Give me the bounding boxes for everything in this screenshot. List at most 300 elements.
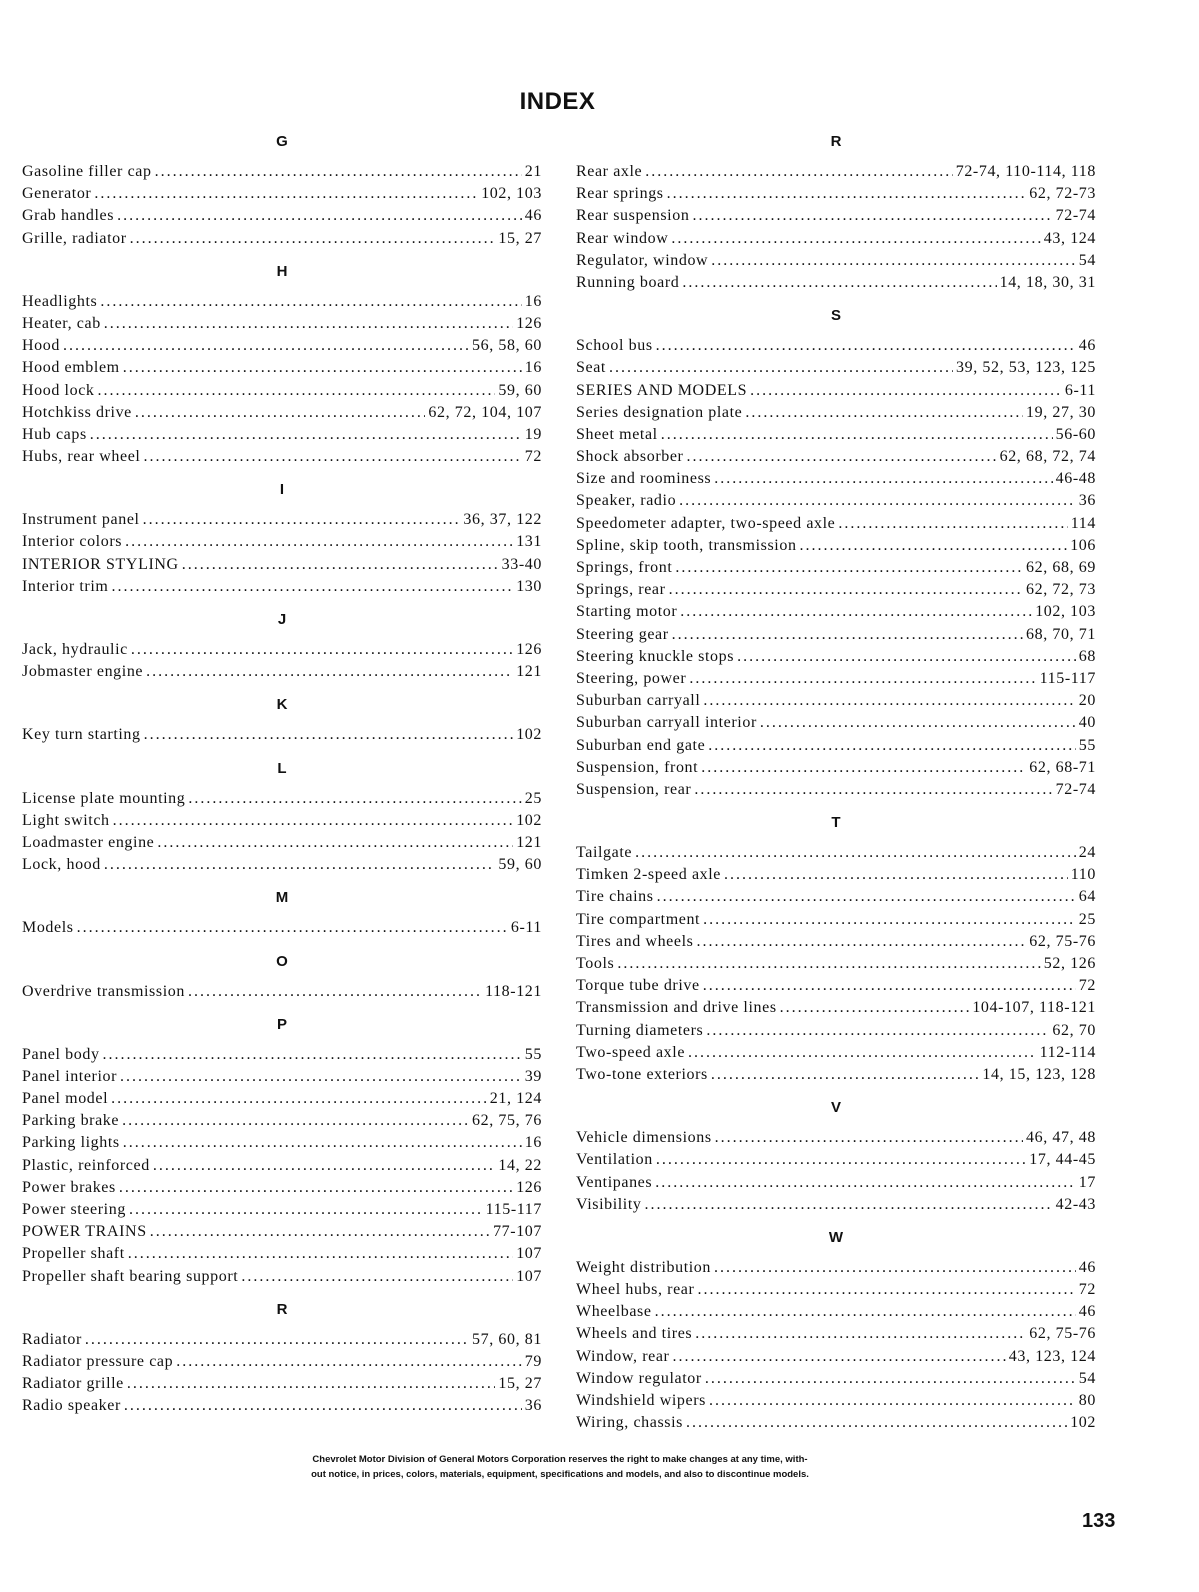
index-term: Torque tube drive — [576, 977, 700, 995]
index-pages: 39 — [524, 1067, 542, 1085]
dot-leader — [724, 864, 1068, 886]
index-pages: 46-48 — [1055, 470, 1096, 488]
index-pages: 19, 27, 30 — [1026, 403, 1096, 421]
index-pages: 126 — [516, 314, 542, 332]
dot-leader — [128, 1243, 513, 1265]
index-entry — [22, 832, 542, 854]
index-term: Panel model — [22, 1090, 109, 1108]
dot-leader — [672, 624, 1023, 646]
dot-leader — [711, 1064, 980, 1086]
index-pages: 115-117 — [485, 1201, 542, 1218]
dot-leader — [667, 183, 1027, 205]
dot-leader — [123, 357, 522, 379]
index-entry — [576, 909, 1096, 931]
index-term: Series designation plate — [576, 403, 743, 421]
index-pages: 19 — [524, 425, 542, 443]
index-term: Jack, hydraulic — [22, 641, 128, 658]
index-term: Power steering — [22, 1201, 126, 1218]
dot-leader — [760, 712, 1076, 734]
index-pages: 54 — [1078, 1369, 1096, 1387]
index-term: Propeller shaft — [22, 1245, 125, 1263]
dot-leader — [645, 161, 952, 183]
index-entry — [576, 228, 1096, 250]
index-entry — [22, 424, 542, 446]
index-pages: 36 — [1078, 492, 1096, 510]
dot-leader — [143, 509, 461, 531]
index-pages: 72-74 — [1055, 780, 1096, 798]
index-entry — [576, 1149, 1096, 1171]
index-pages: 62, 75, 76 — [472, 1112, 542, 1130]
index-term: Turning diameters — [576, 1021, 704, 1039]
index-entry — [22, 1373, 542, 1395]
dot-leader — [715, 1127, 1023, 1149]
index-entry — [576, 335, 1096, 357]
index-term: Loadmaster engine — [22, 833, 155, 851]
index-pages: 68 — [1078, 647, 1096, 665]
section-letter: H — [276, 262, 288, 280]
page-title: INDEX — [519, 88, 596, 115]
index-entry — [22, 1110, 542, 1132]
dot-leader — [123, 1132, 522, 1154]
index-entry — [576, 380, 1096, 402]
dot-leader — [127, 1373, 496, 1395]
dot-leader — [241, 1266, 513, 1288]
dot-leader — [661, 424, 1053, 446]
index-pages: 39, 52, 53, 123, 125 — [956, 359, 1096, 377]
index-entry — [576, 205, 1096, 227]
dot-leader — [188, 981, 482, 1003]
index-term: Weight distribution — [576, 1258, 711, 1276]
index-entry — [576, 1390, 1096, 1412]
index-pages: 16 — [524, 1134, 542, 1152]
index-pages: 14, 22 — [498, 1156, 542, 1174]
index-term: Rear springs — [576, 185, 664, 203]
index-entry — [22, 810, 542, 832]
index-pages: 54 — [1078, 251, 1096, 269]
dot-leader — [680, 601, 1032, 623]
section-letter: S — [830, 307, 841, 325]
dot-leader — [671, 228, 1040, 250]
index-term: License plate mounting — [22, 789, 186, 807]
index-term: Grab handles — [22, 207, 115, 225]
dot-leader — [103, 1044, 522, 1066]
dot-leader — [77, 917, 508, 939]
index-entry — [576, 953, 1096, 975]
index-term: Gasoline filler cap — [22, 163, 152, 180]
dot-leader — [146, 661, 513, 683]
section-letter: M — [275, 889, 289, 907]
index-entry — [576, 1346, 1096, 1368]
section-letter: R — [830, 133, 842, 150]
index-pages: 79 — [524, 1352, 542, 1370]
index-term: Visibility — [576, 1195, 642, 1213]
dot-leader — [703, 975, 1076, 997]
dot-leader — [656, 1149, 1026, 1171]
index-entry — [576, 1042, 1096, 1064]
index-entry — [576, 1323, 1096, 1345]
index-entry — [576, 712, 1096, 734]
index-pages: 36, 37, 122 — [463, 511, 542, 529]
section-letter: O — [276, 952, 288, 970]
index-column-right — [576, 128, 1096, 1434]
index-entry — [22, 1243, 542, 1265]
index-entry — [576, 1064, 1096, 1086]
index-entry — [576, 1194, 1096, 1216]
index-term: Wheel hubs, rear — [576, 1281, 695, 1299]
dot-leader — [655, 1301, 1076, 1323]
section-letter: V — [830, 1099, 841, 1117]
index-term: Radiator pressure cap — [22, 1352, 174, 1370]
dot-leader — [737, 646, 1076, 668]
index-entry — [576, 424, 1096, 446]
index-pages: 62, 75-76 — [1029, 932, 1096, 950]
index-term: Grille, radiator — [22, 229, 127, 247]
index-pages: 40 — [1078, 714, 1096, 732]
section-letter: R — [276, 1300, 288, 1318]
dot-leader — [150, 1221, 490, 1243]
dot-leader — [711, 250, 1076, 272]
index-pages: 46 — [1078, 1303, 1096, 1321]
index-pages: 68, 70, 71 — [1026, 625, 1096, 643]
index-term: Tire chains — [576, 888, 654, 906]
index-entry — [22, 1155, 542, 1177]
index-pages: 21, 124 — [489, 1090, 542, 1108]
index-pages: 25 — [524, 789, 542, 807]
index-pages: 62, 72, 73 — [1026, 581, 1096, 599]
dot-leader — [694, 779, 1052, 801]
index-pages: 62, 72, 104, 107 — [428, 403, 542, 421]
index-entry — [22, 854, 542, 876]
index-term: Rear window — [576, 229, 669, 247]
dot-leader — [617, 953, 1040, 975]
index-pages: 56, 58, 60 — [472, 337, 542, 355]
index-term: Tailgate — [576, 844, 633, 862]
index-entry — [576, 357, 1096, 379]
section-letter: J — [277, 611, 287, 628]
index-entry — [576, 446, 1096, 468]
dot-leader — [800, 535, 1068, 557]
index-entry — [576, 757, 1096, 779]
index-entry — [22, 509, 542, 531]
index-entry — [576, 1279, 1096, 1301]
dot-leader — [176, 1351, 522, 1373]
index-term: Suburban carryall interior — [576, 714, 757, 732]
index-term: Windshield wipers — [576, 1392, 706, 1409]
index-pages: 106 — [1070, 536, 1096, 554]
index-entry — [576, 864, 1096, 886]
index-term: Window, rear — [576, 1347, 670, 1365]
index-term: Interior trim — [22, 577, 109, 595]
index-pages: 107 — [516, 1245, 542, 1263]
section-letter: P — [276, 1015, 287, 1033]
index-term: Two-speed axle — [576, 1043, 686, 1061]
index-pages: 112-114 — [1039, 1043, 1096, 1061]
index-term: Window regulator — [576, 1369, 702, 1387]
index-pages: 24 — [1078, 844, 1096, 862]
index-term: Transmission and drive lines — [576, 999, 777, 1017]
dot-leader — [705, 1368, 1076, 1390]
index-term: Ventipanes — [576, 1173, 653, 1191]
index-entry — [576, 1020, 1096, 1042]
dot-leader — [135, 402, 426, 424]
index-term: Jobmaster engine — [22, 663, 144, 681]
index-entry — [22, 380, 542, 402]
index-pages: 46, 47, 48 — [1026, 1129, 1096, 1147]
index-pages: 16 — [524, 359, 542, 377]
index-entry — [22, 981, 542, 1003]
index-term: Interior colors — [22, 533, 123, 551]
dot-leader — [124, 1395, 522, 1417]
index-term: Generator — [22, 185, 92, 203]
index-pages: 17, 44-45 — [1029, 1151, 1096, 1169]
index-pages: 14, 18, 30, 31 — [999, 273, 1096, 291]
page-number: 133 — [1082, 1510, 1116, 1532]
index-term: Tire compartment — [576, 910, 701, 928]
index-pages: 17 — [1078, 1173, 1096, 1191]
index-entry — [22, 1395, 542, 1417]
index-term: Plastic, reinforced — [22, 1156, 150, 1174]
index-entry — [576, 1127, 1096, 1149]
index-entry — [576, 161, 1096, 183]
section-letter: K — [276, 696, 288, 714]
index-entry — [22, 183, 542, 205]
index-pages: 118-121 — [485, 982, 542, 1000]
dot-leader — [780, 997, 970, 1019]
index-term: Hubs, rear wheel — [22, 448, 141, 466]
dot-leader — [645, 1194, 1053, 1216]
index-entry — [576, 646, 1096, 668]
index-pages: 72-74, 110-114, 118 — [955, 163, 1096, 180]
index-pages: 55 — [1078, 736, 1096, 754]
index-entry — [576, 513, 1096, 535]
dot-leader — [113, 810, 514, 832]
index-pages: 62, 68, 69 — [1026, 559, 1096, 576]
dot-leader — [188, 788, 521, 810]
index-term: School bus — [576, 337, 653, 355]
index-entry — [22, 661, 542, 683]
index-pages: 131 — [516, 533, 542, 551]
index-entry — [22, 1266, 542, 1288]
index-entry — [576, 535, 1096, 557]
index-entry — [576, 975, 1096, 997]
dot-leader — [125, 531, 513, 553]
index-entry — [576, 735, 1096, 757]
dot-leader — [111, 576, 513, 598]
index-pages: 62, 72-73 — [1029, 185, 1096, 203]
dot-leader — [714, 468, 1052, 490]
index-term: Spline, skip tooth, transmission — [576, 536, 797, 554]
index-term: Shock absorber — [576, 448, 684, 466]
dot-leader — [130, 228, 496, 250]
dot-leader — [696, 931, 1026, 953]
index-pages: 102 — [516, 726, 542, 744]
index-term: Hotchkiss drive — [22, 403, 132, 421]
index-term: Radiator grille — [22, 1375, 124, 1393]
index-term: Propeller shaft bearing support — [22, 1267, 239, 1285]
index-pages: 52, 126 — [1043, 955, 1096, 972]
index-pages: 59, 60 — [498, 856, 542, 874]
index-entry — [576, 402, 1096, 424]
index-entry — [22, 554, 542, 576]
index-pages: 102, 103 — [481, 185, 542, 203]
index-entry — [22, 1199, 542, 1221]
section-letter: T — [831, 814, 841, 832]
index-entry — [22, 205, 542, 227]
index-pages: 62, 68-71 — [1029, 758, 1096, 776]
index-entry — [576, 601, 1096, 623]
index-term: Springs, front — [576, 559, 673, 576]
index-term: Radiator — [22, 1330, 82, 1348]
index-entry — [22, 788, 542, 810]
index-entry — [576, 690, 1096, 712]
dot-leader — [85, 1329, 469, 1351]
index-term: Ventilation — [576, 1151, 653, 1169]
index-pages: 59, 60 — [498, 381, 542, 399]
index-term: Tires and wheels — [576, 932, 694, 950]
index-term: Parking lights — [22, 1134, 120, 1152]
dot-leader — [155, 161, 522, 183]
index-entry — [576, 779, 1096, 801]
index-term: Vehicle dimensions — [576, 1129, 712, 1147]
dot-leader — [144, 724, 514, 746]
index-entry — [576, 579, 1096, 601]
dot-leader — [688, 1042, 1037, 1064]
index-entry — [576, 931, 1096, 953]
index-term: Steering gear — [576, 625, 669, 643]
index-entry — [22, 161, 542, 183]
index-pages: 80 — [1078, 1392, 1096, 1409]
index-entry — [22, 357, 542, 379]
index-term: Instrument panel — [22, 511, 140, 529]
index-pages: 46 — [1078, 1258, 1096, 1276]
index-entry — [22, 1221, 542, 1243]
dot-leader — [697, 1279, 1075, 1301]
dot-leader — [745, 402, 1023, 424]
index-entry — [22, 313, 542, 335]
index-term: Heater, cab — [22, 314, 101, 332]
index-pages: 72-74 — [1055, 207, 1096, 225]
index-entry — [576, 183, 1096, 205]
disclaimer-line-1: Chevrolet Motor Division of General Motors Corporation reserves the right to make changes at any time, with- — [312, 1454, 808, 1465]
dot-leader — [117, 205, 522, 227]
index-entry — [576, 1172, 1096, 1194]
index-pages: 6-11 — [1064, 381, 1096, 399]
dot-leader — [750, 380, 1062, 402]
index-entry — [576, 250, 1096, 272]
index-column-left — [22, 128, 542, 1418]
dot-leader — [143, 446, 521, 468]
dot-leader — [111, 1088, 487, 1110]
index-entry — [22, 228, 542, 250]
index-pages: 114 — [1070, 514, 1096, 532]
index-pages: 126 — [516, 1178, 542, 1196]
index-pages: 62, 68, 72, 74 — [999, 448, 1096, 466]
index-term: Headlights — [22, 292, 98, 310]
index-entry — [22, 724, 542, 746]
index-term: Suburban carryall — [576, 692, 701, 710]
index-entry — [22, 291, 542, 313]
dot-leader — [701, 757, 1026, 779]
index-pages: 107 — [516, 1267, 542, 1285]
dot-leader — [706, 1020, 1049, 1042]
index-entry — [22, 917, 542, 939]
index-term: Starting motor — [576, 603, 678, 621]
dot-leader — [182, 554, 499, 576]
index-entry — [22, 531, 542, 553]
index-entry — [576, 886, 1096, 908]
index-entry — [576, 842, 1096, 864]
index-term: Rear axle — [576, 163, 643, 180]
dot-leader — [104, 313, 513, 335]
index-pages: 43, 123, 124 — [1008, 1347, 1096, 1365]
index-term: Panel interior — [22, 1067, 118, 1085]
index-pages: 43, 124 — [1043, 229, 1096, 247]
index-term: Suburban end gate — [576, 736, 706, 754]
index-pages: 64 — [1078, 888, 1096, 906]
index-entry — [576, 1412, 1096, 1434]
dot-leader — [672, 1346, 1005, 1368]
index-term: Two-tone exteriors — [576, 1065, 708, 1083]
dot-leader — [655, 1172, 1076, 1194]
index-entry — [22, 1329, 542, 1351]
dot-leader — [709, 1390, 1076, 1412]
index-pages: 42-43 — [1055, 1195, 1096, 1213]
index-term: Speaker, radio — [576, 492, 677, 510]
index-pages: 36 — [524, 1397, 542, 1415]
index-term: Speedometer adapter, two-speed axle — [576, 514, 836, 532]
dot-leader — [129, 1199, 483, 1221]
index-term: Steering, power — [576, 669, 687, 687]
dot-leader — [708, 735, 1076, 757]
index-pages: 110 — [1070, 866, 1096, 884]
index-entry — [576, 668, 1096, 690]
index-pages: 121 — [516, 833, 542, 851]
section-letter: I — [279, 481, 285, 499]
index-pages: 20 — [1078, 692, 1096, 710]
index-term: Suspension, rear — [576, 780, 692, 798]
index-term: Parking brake — [22, 1112, 120, 1130]
index-entry — [576, 468, 1096, 490]
dot-leader — [669, 579, 1023, 601]
dot-leader — [90, 424, 522, 446]
dot-leader — [98, 380, 496, 402]
index-entry — [22, 639, 542, 661]
index-pages: 62, 70 — [1052, 1021, 1096, 1039]
index-pages: 130 — [516, 577, 542, 595]
index-term: Light switch — [22, 811, 110, 829]
index-entry — [22, 402, 542, 424]
index-entry — [22, 1132, 542, 1154]
dot-leader — [687, 446, 997, 468]
dot-leader — [635, 842, 1076, 864]
index-term: POWER TRAINS — [22, 1223, 147, 1241]
dot-leader — [686, 1412, 1067, 1434]
index-term: Wiring, chassis — [576, 1414, 684, 1432]
dot-leader — [695, 1323, 1026, 1345]
index-pages: 102 — [516, 811, 542, 829]
index-pages: 57, 60, 81 — [472, 1330, 542, 1348]
disclaimer-line-2: out notice, in prices, colors, materials, equipment, specifications and models, and also to discontinue models. — [311, 1469, 809, 1480]
dot-leader — [122, 1110, 469, 1132]
index-entry — [576, 1368, 1096, 1390]
index-term: Wheelbase — [576, 1303, 652, 1321]
dot-leader — [63, 335, 469, 357]
index-pages: 77-107 — [493, 1223, 542, 1241]
index-term: Seat — [576, 359, 606, 377]
dot-leader — [157, 832, 513, 854]
index-term: Sheet metal — [576, 425, 658, 443]
index-term: Panel body — [22, 1045, 100, 1063]
